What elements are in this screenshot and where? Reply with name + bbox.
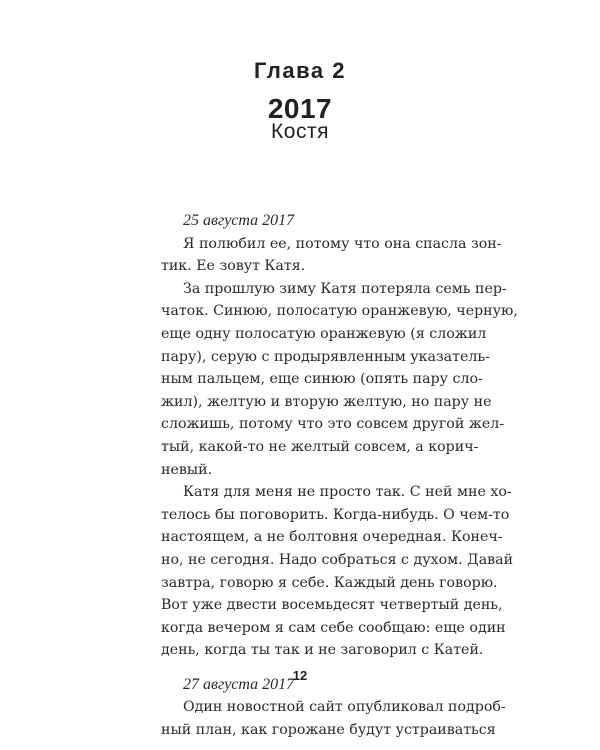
chapter-label: Глава 2 bbox=[254, 58, 346, 83]
text-line: невый. bbox=[161, 461, 213, 478]
entry-date: 25 августа 2017 bbox=[183, 212, 295, 229]
text-line: настоящем, а не болтовня очередная. Конеч- bbox=[161, 529, 503, 546]
page-number: 12 bbox=[292, 668, 308, 683]
text-line: день, когда ты так и не заговорил с Катей. bbox=[161, 642, 484, 659]
paragraph bbox=[161, 481, 514, 662]
text-line: завтра, говорю я себе. Каждый день говорю. bbox=[161, 574, 498, 591]
text-line: Один новостной сайт опубликовал подроб- bbox=[183, 699, 506, 716]
paragraph bbox=[161, 278, 518, 481]
text-line: чаток. Синюю, полосатую оранжевую, черную, bbox=[161, 303, 518, 320]
text-line: пару), серую с продырявленным указатель- bbox=[161, 348, 490, 365]
text-line: сложишь, потому что это совсем другой жел- bbox=[161, 416, 505, 433]
text-line: когда вечером я сам себе сообщаю: еще один bbox=[161, 619, 506, 636]
text-line: Я полюбил ее, потому что она спасла зон- bbox=[183, 235, 502, 252]
diary-entry bbox=[161, 210, 518, 662]
diary-entry bbox=[161, 674, 506, 742]
text-line: ный план, как горожане будут устраиваться bbox=[161, 722, 496, 739]
text-line: Катя для меня не просто так. С ней мне хо- bbox=[183, 484, 512, 501]
text-line: еще одну полосатую оранжевую (я сложил bbox=[161, 325, 487, 342]
text-line: тик. Ее зовут Катя. bbox=[161, 258, 306, 275]
text-line: жил), желтую и вторую желтую, но пару не bbox=[161, 393, 492, 410]
paragraph bbox=[161, 696, 506, 741]
chapter-name: Костя bbox=[271, 120, 329, 143]
text-line: За прошлую зиму Катя потеряла семь пер- bbox=[183, 280, 507, 297]
chapter-year: 2017 bbox=[267, 93, 333, 124]
text-line: Вот уже двести восемьдесят четвертый день, bbox=[161, 597, 503, 614]
entry-date: 27 августа 2017 bbox=[183, 675, 295, 693]
chapter-body bbox=[161, 210, 518, 742]
paragraph bbox=[161, 233, 502, 278]
text-line: ным пальцем, еще синюю (опять пару сло- bbox=[161, 371, 483, 388]
text-line: но, не сегодня. Надо собраться с духом. Давай bbox=[161, 551, 514, 568]
text-line: тый, какой-то не желтый совсем, а корич- bbox=[161, 438, 479, 455]
text-line: телось бы поговорить. Когда-нибудь. О чем-то bbox=[161, 506, 510, 523]
